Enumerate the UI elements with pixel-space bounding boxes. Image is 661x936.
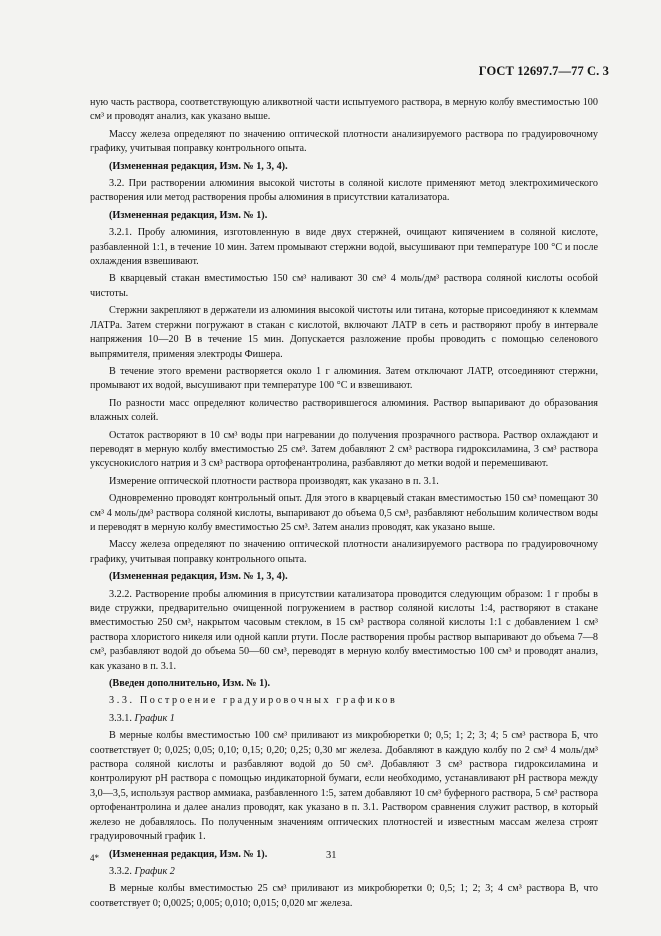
body-text — [90, 96, 598, 914]
paragraph: Измерение оптической плотности раствора производят, как указано в п. 3.1. — [109, 475, 439, 487]
paragraph: 3.2.1. Пробу алюминия, изготовленную в виде двух стержней, очищают кипячением в соляной кислоте, разбавленной 1:1, в течение 10 мин. Затем промывают стержни водой, высушивают при температуре 100 °С и после охлаждения взвешивают. — [90, 227, 598, 268]
paragraph: Массу железа определяют по значению оптической плотности анализируемого раствора по градуировочному графику, учитывая поправку контрольного опыта. — [90, 128, 598, 155]
paragraph: Массу железа определяют по значению оптической плотности анализируемого раствора по градуировочному графику, учитывая поправку контрольного опыта. — [90, 539, 598, 565]
paragraph: 3.2. При растворении алюминия высокой чистоты в соляной кислоте применяют метод электрохимического растворения или метод растворения пробы алюминия в присутствии катализатора. — [90, 178, 598, 204]
paragraph: В мерные колбы вместимостью 100 см³ приливают из микробюретки 0; 0,5; 1; 2; 3; 4; 5 см³ раствора Б, что соответствует 0; 0,025; 0,05; 0,10; 0,15; 0,20; 0,25; 0,30 мг железа. Добавляют в каждую колбу по 2 см³ 4 моль/дм³ раствора соляной кислоты и разбавляют водой до 50 см³. Добавляют 3 см³ раствора гидроксиламина и контролируют рН раствора с помощью индикаторной бумаги, если необходимо, устанавливают рН раствора между 3,0—3,5, используя раствор аммиака, разбавленного 1:5, затем добавляют 10 см³ буферного раствора, 5 см³ раствора ортофенантролина и далее анализ проводят, как указано в п. 3.1. Раствором сравнения служит раствор, в который железо не добавлялось. По полученным значениям оптических плотностей и известным массам железа строят градуировочный график 1. — [90, 730, 598, 843]
footer-mark: 4* — [90, 853, 99, 863]
paragraph: 3.3. Построение градуировочных графиков — [109, 695, 398, 707]
amendment-note: (Измененная редакция, Изм. № 1, 3, 4). — [109, 160, 288, 172]
paragraph: ную часть раствора, соответствующую аликвотной части испытуемого раствора, в мерную колбу вместимостью 100 см³ и проводят анализ, как указано выше. — [90, 97, 598, 123]
paragraph: Одновременно проводят контрольный опыт. Для этого в кварцевый стакан вместимостью 150 см³ помещают 30 см³ 4 моль/дм³ раствора соляной кислоты, выпаривают до объема 0,5 см³, разбавляют небольшим количеством воды и переводят в мерную колбу вместимостью 25 см³. Затем анализ проводят, как указано выше. — [90, 493, 598, 533]
paragraph: 3.3.2. График 2 — [109, 865, 175, 877]
paragraph: По разности масс определяют количество растворившегося алюминия. Раствор выпаривают до образования влажных солей. — [90, 397, 598, 424]
amendment-note: (Измененная редакция, Изм. № 1). — [109, 848, 268, 860]
amendment-note: (Введен дополнительно, Изм. № 1). — [109, 678, 271, 690]
amendment-note: (Измененная редакция, Изм. № 1). — [109, 209, 268, 221]
page-number: 31 — [326, 850, 337, 861]
standard-header: ГОСТ 12697.7—77 С. 3 — [478, 64, 609, 78]
paragraph: Остаток растворяют в 10 см³ воды при нагревании до получения прозрачного раствора. Раствор охлаждают и переводят в мерную колбу вместимостью 25 см³. Затем добавляют 2 см³ раствора гидроксиламина, 3 см³ раствора уксуснокислого натрия и 3 см³ раствора ортофенантролина, разбавляют до метки водой и перемешивают. — [90, 429, 598, 470]
paragraph: В кварцевый стакан вместимостью 150 см³ наливают 30 см³ 4 моль/дм³ раствора соляной кислоты особой чистоты. — [90, 273, 598, 299]
paragraph: В мерные колбы вместимостью 25 см³ приливают из микробюретки 0; 0,5; 1; 2; 3; 4 см³ раствора В, что соответствует 0; 0,0025; 0,005; 0,010; 0,015; 0,020 мг железа. — [90, 883, 598, 909]
paragraph: 3.2.2. Растворение пробы алюминия в присутствии катализатора проводится следующим образом: 1 г пробы в виде стружки, предварительно очищенной погружением в раствор соляной кислоты 1:4, растворяют в стакане вместимостью 250 см³, накрытом часовым стеклом, в 15 см³ раствора соляной кислоты 1:1 с добавлением 1 см³ раствора хлористого никеля или одной капли ртути. После растворения пробы раствор выпаривают до объема 7—8 см³, разбавляют водой до объема 50—60 см³, переводят в мерную колбу вместимостью 100 см³ и проводят анализ, как указано в п. 3.1. — [90, 588, 598, 672]
paragraph: Стержни закрепляют в держатели из алюминия высокой чистоты или титана, которые присоединяют к клеммам ЛАТРа. Затем стержни погружают в стакан с кислотой, включают ЛАТР в сеть и растворяют пробу в интервале напряжения 10—20 В в течение 15 мин. Допускается разложение пробы проводить с помощью селенового выпрямителя, применяя электроды Фишера. — [90, 305, 598, 360]
paragraph: 3.3.1. График 1 — [109, 712, 175, 724]
paragraph: В течение этого времени растворяется около 1 г алюминия. Затем отключают ЛАТР, отсоединяют стержни, промывают их водой, высушивают при температуре 100 °С и взвешивают. — [90, 365, 598, 392]
amendment-note: (Измененная редакция, Изм. № 1, 3, 4). — [109, 571, 288, 583]
